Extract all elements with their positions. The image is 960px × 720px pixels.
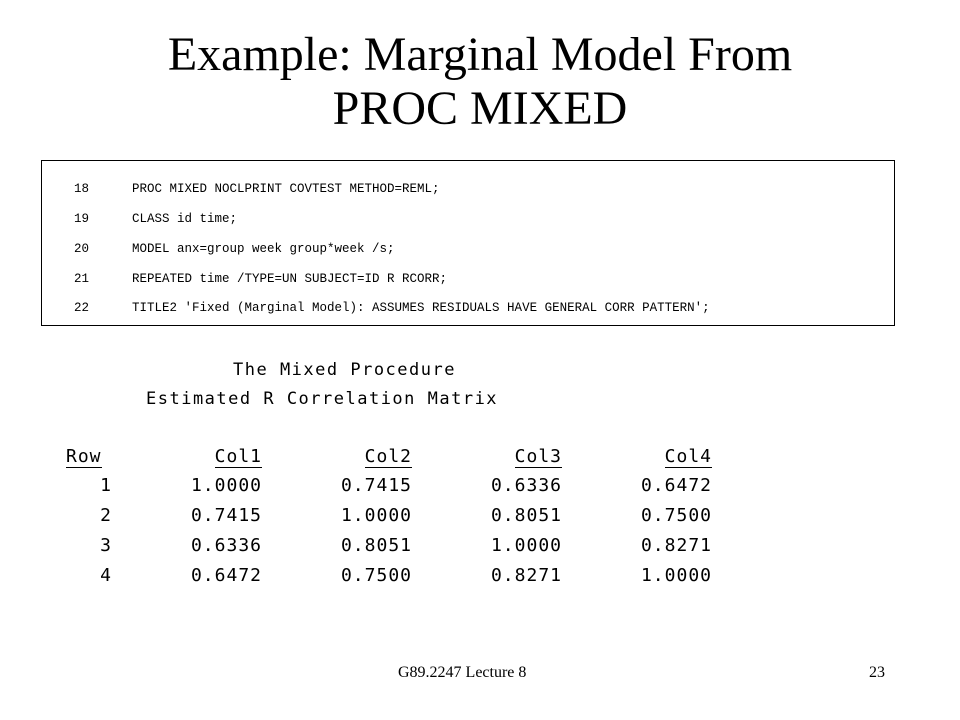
- cell: 0.8271: [640, 534, 712, 556]
- header-col1: Col1: [214, 446, 262, 467]
- code-line-text: CLASS id time;: [132, 212, 238, 226]
- cell: 1.0000: [640, 564, 712, 586]
- slide-title: [0, 28, 960, 136]
- table-row: [66, 470, 712, 500]
- cell: 1.0000: [190, 474, 262, 496]
- code-box: [41, 160, 895, 326]
- correlation-table: [66, 446, 712, 590]
- cell: 0.7415: [340, 474, 412, 496]
- procedure-heading: The Mixed Procedure: [233, 360, 456, 380]
- header-col3: Col3: [514, 446, 562, 467]
- slide-title-line-2: PROC MIXED: [332, 82, 628, 135]
- code-line: [74, 271, 447, 287]
- header-col4: Col4: [664, 446, 712, 467]
- cell: 0.6472: [190, 564, 262, 586]
- footer-page-number: 23: [869, 664, 885, 681]
- cell: 0.8051: [340, 534, 412, 556]
- table-row: [66, 530, 712, 560]
- table-header-row: [66, 446, 712, 470]
- row-index: 3: [100, 534, 112, 556]
- code-line: [74, 181, 440, 197]
- code-line: [74, 241, 395, 257]
- cell: 0.7500: [340, 564, 412, 586]
- code-line-text: MODEL anx=group week group*week /s;: [132, 242, 395, 256]
- header-row: Row: [66, 446, 102, 467]
- cell: 1.0000: [340, 504, 412, 526]
- row-index: 1: [100, 474, 112, 496]
- cell: 0.6472: [640, 474, 712, 496]
- table-row: [66, 500, 712, 530]
- code-line-number: 19: [74, 212, 90, 226]
- header-col2: Col2: [364, 446, 412, 467]
- row-index: 4: [100, 564, 112, 586]
- footer-lecture: G89.2247 Lecture 8: [398, 664, 527, 681]
- code-line-text: PROC MIXED NOCLPRINT COVTEST METHOD=REML;: [132, 182, 440, 196]
- code-line: [74, 211, 237, 227]
- row-index: 2: [100, 504, 112, 526]
- cell: 1.0000: [490, 534, 562, 556]
- matrix-title: Estimated R Correlation Matrix: [146, 389, 499, 409]
- code-line-text: REPEATED time /TYPE=UN SUBJECT=ID R RCORR;: [132, 272, 448, 286]
- code-line-number: 21: [74, 272, 90, 286]
- cell: 0.6336: [490, 474, 562, 496]
- code-line-number: 22: [74, 301, 90, 315]
- cell: 0.7415: [190, 504, 262, 526]
- cell: 0.8051: [490, 504, 562, 526]
- cell: 0.7500: [640, 504, 712, 526]
- code-line-text: TITLE2 'Fixed (Marginal Model): ASSUMES RESIDUALS HAVE GENERAL CORR PATTERN';: [132, 301, 710, 315]
- code-line-number: 18: [74, 182, 90, 196]
- cell: 0.6336: [190, 534, 262, 556]
- code-line-number: 20: [74, 242, 90, 256]
- cell: 0.8271: [490, 564, 562, 586]
- slide-title-line-1: Example: Marginal Model From: [167, 28, 793, 81]
- code-line: [74, 300, 710, 316]
- table-row: [66, 560, 712, 590]
